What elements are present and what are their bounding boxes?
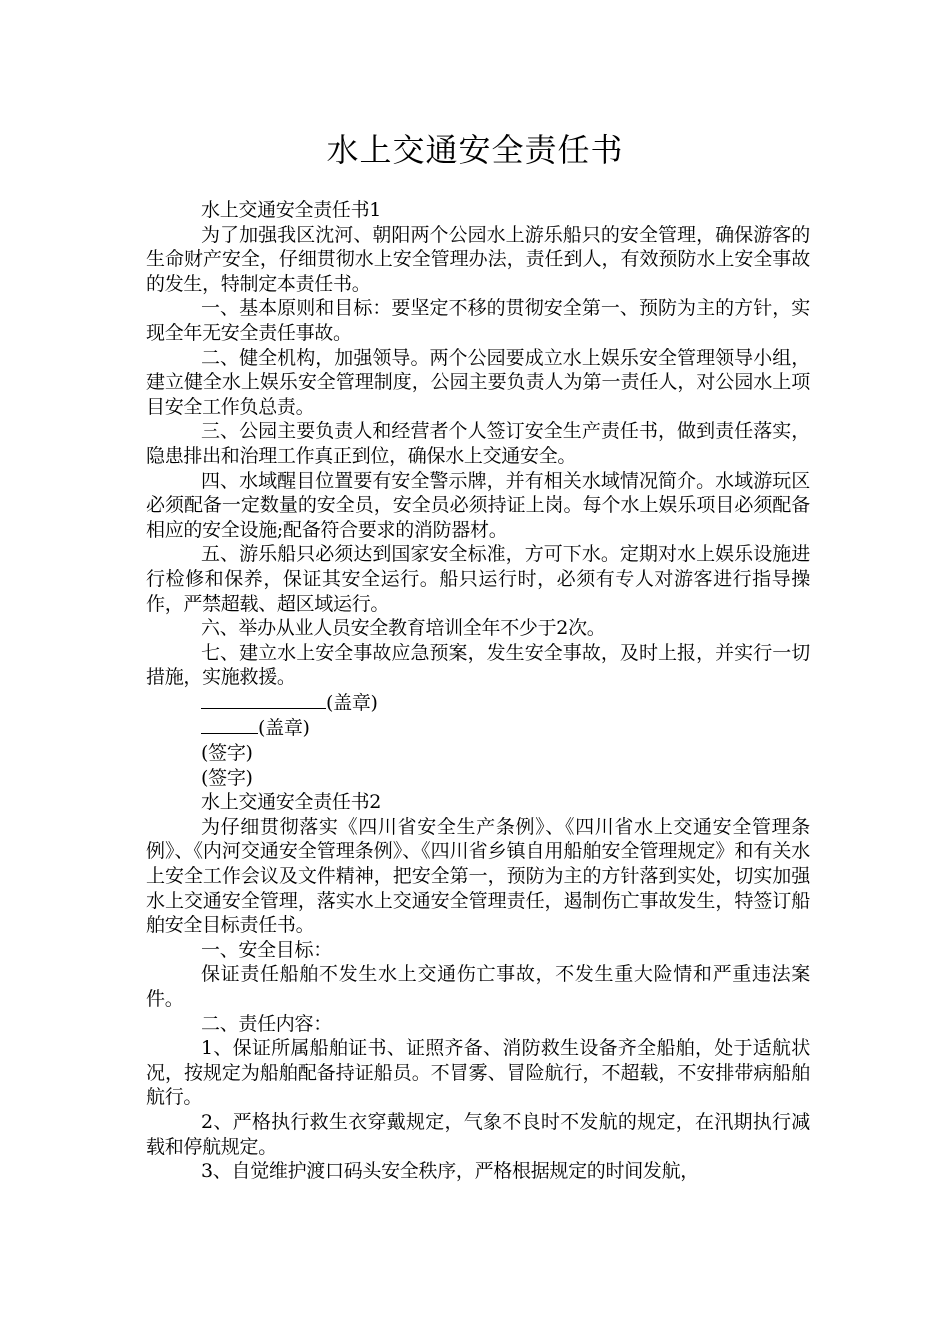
paragraph: 四、水域醒目位置要有安全警示牌，并有相关水域情况简介。水域游玩区必须配备一定数量的安全员，安全员必须持证上岗。每个水上娱乐项目必须配备相应的安全设施;配备符合要求的消防器材。	[146, 469, 810, 541]
paragraph: 保证责任船舶不发生水上交通伤亡事故，不发生重大险情和严重违法案件。	[146, 963, 810, 1010]
paragraph: 一、基本原则和目标：要坚定不移的贯彻安全第一、预防为主的方针，实现全年无安全责任事故。	[146, 297, 810, 344]
document-title: 水上交通安全责任书	[326, 131, 624, 169]
section-heading: 水上交通安全责任书1	[201, 199, 382, 221]
signature-line-seal	[146, 690, 810, 716]
paragraph: 1、保证所属船舶证书、证照齐备、消防救生设备齐全船舶，处于适航状况，按规定为船舶配备持证船员。不冒雾、冒险航行，不超载，不安排带病船舶航行。	[146, 1037, 810, 1109]
paragraph: 七、建立水上安全事故应急预案，发生安全事故，及时上报，并实行一切措施，实施救援。	[146, 641, 810, 689]
section-heading: 水上交通安全责任书2	[201, 791, 382, 814]
signature-blank	[201, 690, 326, 709]
paragraph: 二、责任内容：	[201, 1012, 332, 1035]
paragraph: 为了加强我区沈河、朝阳两个公园水上游乐船只的安全管理，确保游客的生命财产安全，仔细贯彻水上安全管理办法，责任到人，有效预防水上安全事故的发生，特制定本责任书。	[146, 223, 810, 295]
paragraph: 五、游乐船只必须达到国家安全标准，方可下水。定期对水上娱乐设施进行检修和保养，保证其安全运行。船只运行时，必须有专人对游客进行指导操作，严禁超载、超区域运行。	[146, 543, 810, 615]
document-body	[146, 198, 810, 1184]
paragraph: 三、公园主要负责人和经营者个人签订安全生产责任书，做到责任落实，隐患排出和治理工作真正到位，确保水上交通安全。	[146, 420, 810, 467]
seal-label: (盖章)	[326, 691, 378, 714]
seal-label: (盖章)	[258, 717, 310, 740]
signature-blank	[201, 715, 258, 734]
signature-line-seal	[146, 715, 810, 741]
signature-line-sign: (签字)	[201, 742, 253, 765]
paragraph: 六、举办从业人员安全教育培训全年不少于2次。	[201, 617, 606, 640]
signature-line-sign: (签字)	[201, 766, 253, 789]
paragraph: 为仔细贯彻落实《四川省安全生产条例》、《四川省水上交通安全管理条例》、《内河交通安全管理条例》、《四川省乡镇自用船舶安全管理规定》和有关水上安全工作会议及文件精神，把安全第一，预防为主的方针落到实处，切实加强水上交通安全管理，落实水上交通安全管理责任，遏制伤亡事故发生，特签订船舶安全目标责任书。	[146, 815, 810, 937]
paragraph: 二、健全机构，加强领导。两个公园要成立水上娱乐安全管理领导小组，建立健全水上娱乐安全管理制度，公园主要负责人为第一责任人，对公园水上项目安全工作负总责。	[146, 346, 810, 418]
paragraph: 2、严格执行救生衣穿戴规定，气象不良时不发航的规定，在汛期执行减载和停航规定。	[146, 1110, 810, 1158]
paragraph: 3、自觉维护渡口码头安全秩序，严格根据规定的时间发航，	[201, 1160, 699, 1183]
paragraph: 一、安全目标：	[201, 938, 332, 961]
